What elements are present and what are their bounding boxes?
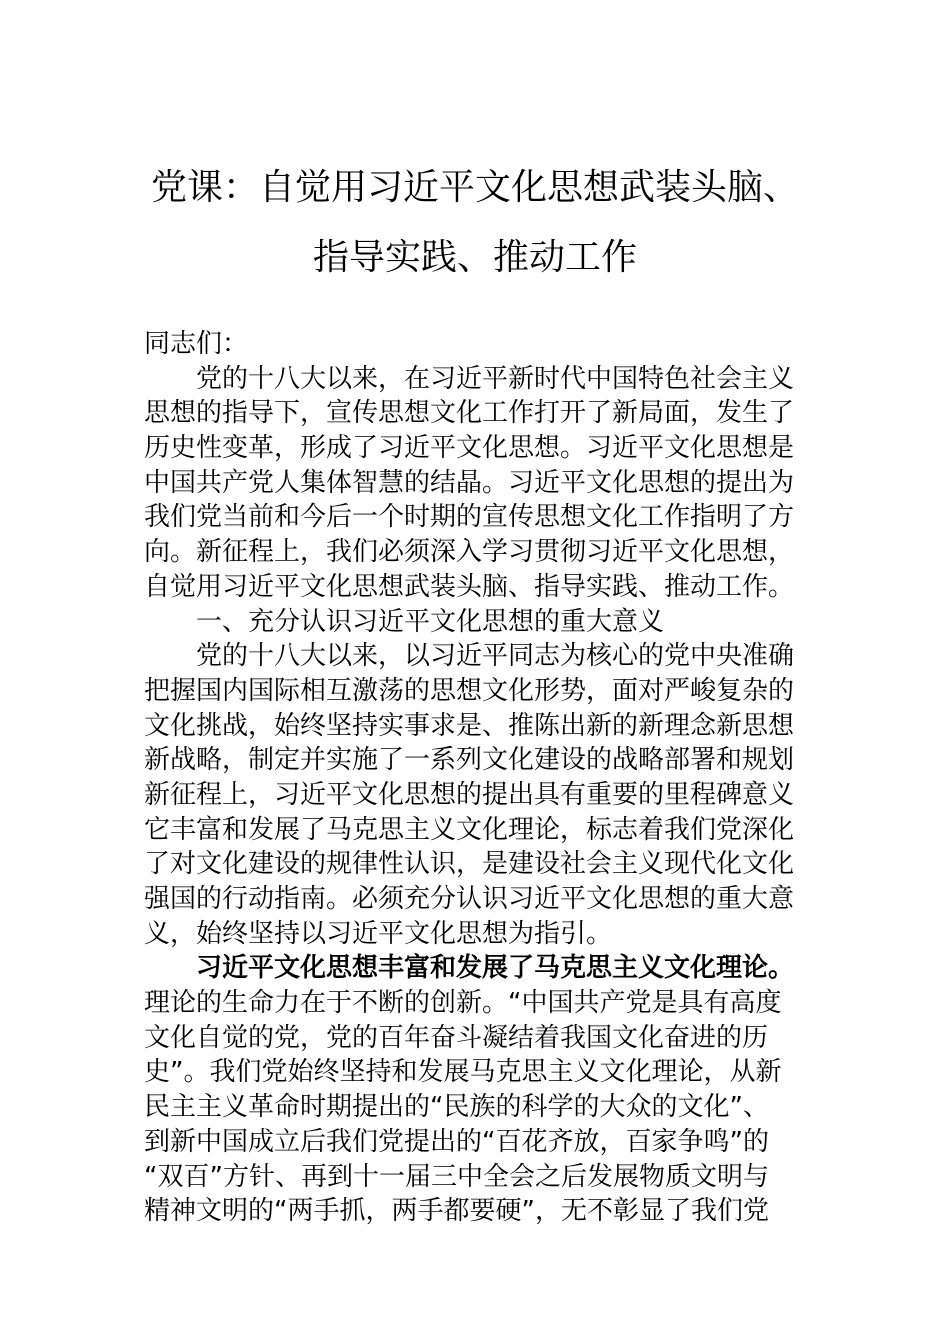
paragraph-3-line: “双百”方针、再到十一届三中全会之后发展物质文明与 <box>144 1161 769 1192</box>
paragraph-1-line: 历史性变革，形成了习近平文化思想。习近平文化思想是 <box>144 433 795 464</box>
paragraph-3-line: 文化自觉的党，党的百年奋斗凝结着我国文化奋进的历 <box>144 1022 769 1053</box>
paragraph-1-line: 党的十八大以来，在习近平新时代中国特色社会主义 <box>196 363 795 394</box>
document-body <box>144 327 810 1229</box>
paragraph-2-line: 新战略，制定并实施了一系列文化建设的战略部署和规划 <box>144 745 795 776</box>
paragraph-1-line: 自觉用习近平文化思想武装头脑、指导实践、推动工作。 <box>144 571 795 602</box>
paragraph-1-line: 中国共产党人集体智慧的结晶。习近平文化思想的提出为 <box>144 467 795 498</box>
paragraph-2-line: 把握国内国际相互激荡的思想文化形势，面对严峻复杂的 <box>144 675 795 706</box>
paragraph-2-line: 它丰富和发展了马克思主义文化理论，标志着我们党深化 <box>144 814 795 845</box>
paragraph-3-line: 理论的生命力在于不断的创新。“中国共产党是具有高度 <box>144 988 782 1019</box>
salutation: 同志们： <box>144 329 249 359</box>
paragraph-2-line: 义，始终坚持以习近平文化思想为指引。 <box>144 918 613 949</box>
bold-subheading: 习近平文化思想丰富和发展了马克思主义文化理论。 <box>196 953 795 984</box>
paragraph-2-line: 新征程上，习近平文化思想的提出具有重要的里程碑意义 <box>144 779 795 810</box>
paragraph-3-line: 史”。我们党始终坚持和发展马克思主义文化理论，从新 <box>144 1057 782 1088</box>
paragraph-1-line: 我们党当前和今后一个时期的宣传思想文化工作指明了方 <box>144 502 795 533</box>
paragraph-2-line: 党的十八大以来，以习近平同志为核心的党中央准确 <box>196 641 795 672</box>
paragraph-1-line: 思想的指导下，宣传思想文化工作打开了新局面，发生了 <box>144 398 795 429</box>
paragraph-2-line: 强国的行动指南。必须充分认识习近平文化思想的重大意 <box>144 884 795 914</box>
paragraph-3-line: 到新中国成立后我们党提出的“百花齐放，百家争鸣”的 <box>144 1126 769 1157</box>
document-title-line-1: 党课：自觉用习近平文化思想武装头脑、 <box>150 167 799 208</box>
paragraph-3-line: 精神文明的“两手抓，两手都要硬”，无不彰显了我们党 <box>144 1196 769 1227</box>
paragraph-1-line: 向。新征程上，我们必须深入学习贯彻习近平文化思想， <box>144 537 795 568</box>
paragraph-2-line: 文化挑战，始终坚持实事求是、推陈出新的新理念新思想 <box>144 710 795 741</box>
paragraph-3-line: 民主主义革命时期提出的“民族的科学的大众的文化”、 <box>144 1092 769 1123</box>
paragraph-2-line: 了对文化建设的规律性认识，是建设社会主义现代化文化 <box>144 849 795 880</box>
document-title-line-2: 指导实践、推动工作 <box>312 237 637 278</box>
section-heading-1: 一、充分认识习近平文化思想的重大意义 <box>196 606 665 637</box>
